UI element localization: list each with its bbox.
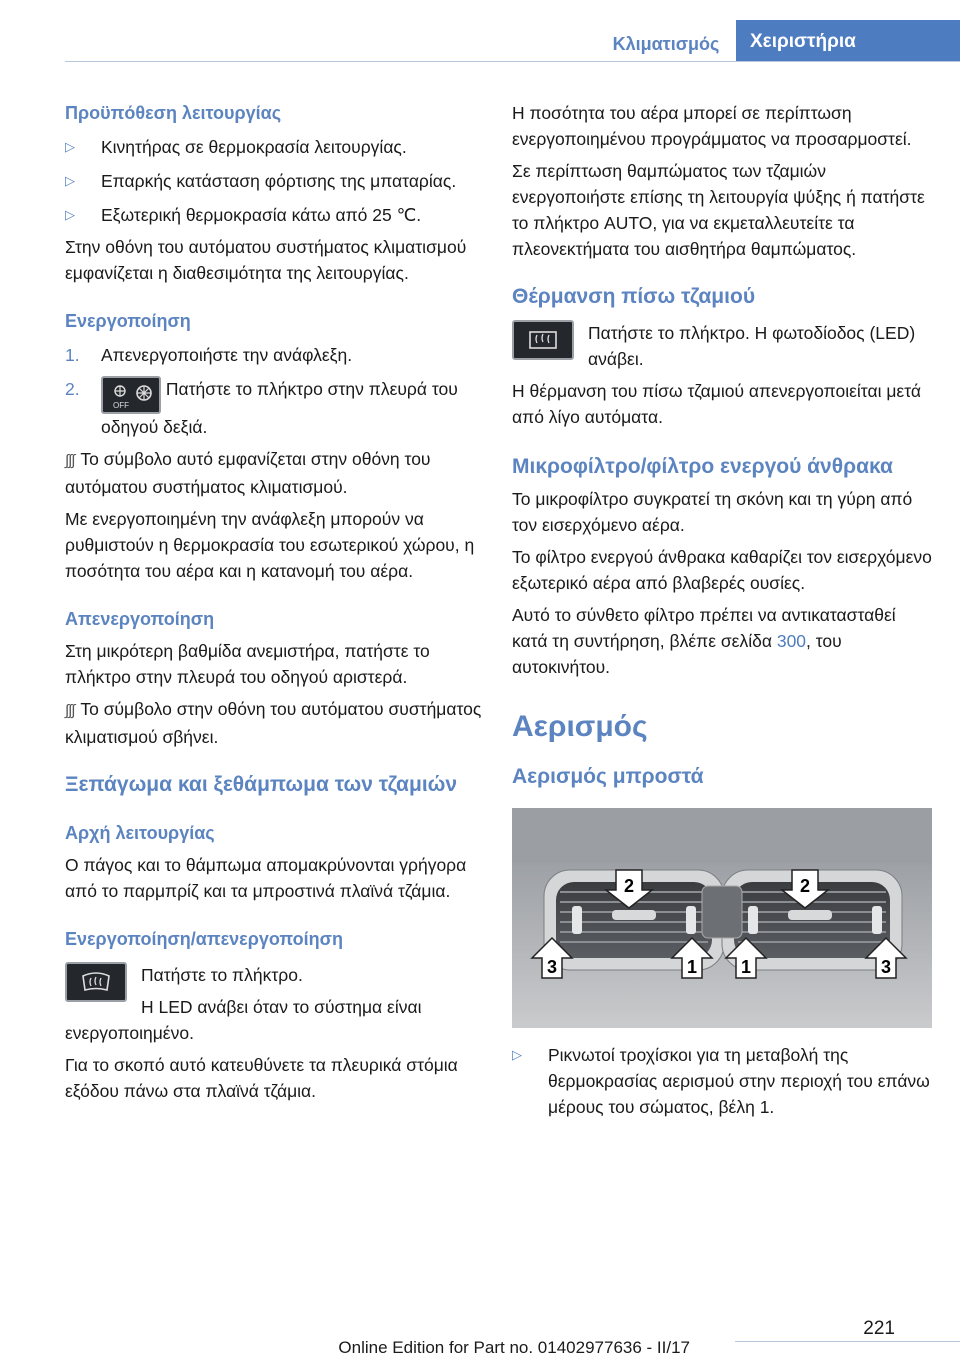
paragraph: Με ενεργοποιημένη την ανάφλεξη μπορούν να ρυθμιστούν η θερμοκρασία του εσωτερικού χώρου, η ποσότητα του αέρα και η κατανομή του αέρα. <box>65 509 475 581</box>
active-tab: Χειριστήρια <box>736 20 960 62</box>
bullet-triangle-icon: ▷ <box>65 173 75 188</box>
edition-note: Online Edition for Part no. 01402977636 - II/17 <box>338 1338 690 1357</box>
heading-ventilation: Αερισμός <box>512 710 648 743</box>
step-item: 1. Απενεργοποιήστε την ανάφλεξη. <box>65 345 353 365</box>
rear-defrost-button-image <box>512 320 574 360</box>
step-item: 2. OFF Πατήστε το πλήκτρο στην πλευρά του οδηγού δεξιά. <box>65 376 485 440</box>
page-number: 221 <box>863 1318 895 1339</box>
fan-icon <box>103 378 159 412</box>
vent-photo <box>512 808 932 1028</box>
svg-text:OFF: OFF <box>113 401 129 410</box>
callout-label: 3 <box>880 957 892 977</box>
header-rule <box>65 61 960 62</box>
paragraph: Σε περίπτωση θαμπώματος των τζαμιών ενεργοποιήστε επίσης τη λειτουργία ψύξης ή πατήστε το πλήκτρο AUTO, για να εκμεταλλευτείτε τα πλεονεκτήματα του αισθητήρα θαμπώματος. <box>512 161 925 259</box>
left-column <box>65 100 485 1104</box>
heat-symbol-icon: ∫∫∫ <box>65 702 75 719</box>
heat-symbol-icon: ∫∫∫ <box>65 452 75 469</box>
callout-label: 3 <box>546 957 558 977</box>
fan-off-button-image <box>101 376 161 414</box>
paragraph: ∫∫∫ Το σύμβολο στην οθόνη του αυτόματου συστήματος κλιματισμού σβήνει. <box>65 699 482 747</box>
list-item: ▷ Επαρκής κατάσταση φόρτισης της μπαταρίας. <box>65 168 485 194</box>
rear-heating-block: Πατήστε το πλήκτρο. Η φωτοδίοδος (LED) ανάβει. <box>512 320 932 372</box>
callout-label: 2 <box>799 876 811 896</box>
bullet-triangle-icon: ▷ <box>65 139 75 154</box>
rear-window-heating-icon <box>514 322 572 358</box>
heading-prerequisite: Προϋπόθεση λειτουργίας <box>65 103 282 123</box>
list-item: ▷ Ρικνωτοί τροχίσκοι για τη μεταβολή της θερμοκρασίας αερισμού στην περιοχή του επάνω μέρους του σώματος, βέλη 1. <box>512 1042 932 1120</box>
page-link[interactable]: 300 <box>776 631 807 651</box>
paragraph: Στη μικρότερη βαθμίδα ανεμιστήρα, πατήστε το πλήκτρο στην πλευρά του οδηγού αριστερά. <box>65 641 430 687</box>
bullet-triangle-icon: ▷ <box>65 207 75 222</box>
footer-rule <box>735 1341 960 1342</box>
callout-label: 2 <box>623 876 635 896</box>
paragraph: Στην οθόνη του αυτόματου συστήματος κλιματισμού εμφανίζεται η διαθεσιμότητα της λειτουργίας. <box>65 237 467 283</box>
right-column <box>512 100 932 1120</box>
paragraph: Το φίλτρο ενεργού άνθρακα καθαρίζει τον εισερχόμενο εξωτερικό αέρα από βλαβερές ουσίες. <box>512 547 932 593</box>
paragraph: ∫∫∫ Το σύμβολο αυτό εμφανίζεται στην οθόνη του αυτόματου συστήματος κλιματισμού. <box>65 449 431 497</box>
section-title: Κλιματισμός <box>612 34 720 54</box>
heading-rear-window-heating: Θέρμανση πίσω τζαμιού <box>512 285 756 308</box>
front-vents-illustration <box>512 808 932 1028</box>
heading-on-off: Ενεργοποίηση/απενεργοποίηση <box>65 929 343 949</box>
heading-activation: Ενεργοποίηση <box>65 311 191 331</box>
callout-label: 1 <box>686 957 698 977</box>
paragraph: Το μικροφίλτρο συγκρατεί τη σκόνη και τη γύρη από τον εισερχόμενο αέρα. <box>512 489 913 535</box>
paragraph: Για το σκοπό αυτό κατευθύνετε τα πλευρικά στόμια εξόδου πάνω στα πλαϊνά τζάμια. <box>65 1055 458 1101</box>
callout-label: 1 <box>740 957 752 977</box>
defrost-button-image <box>65 962 127 1002</box>
heading-microfilter: Μικροφίλτρο/φίλτρο ενεργού άνθρακα <box>512 455 893 478</box>
bullet-triangle-icon: ▷ <box>512 1047 522 1062</box>
heading-principle: Αρχή λειτουργίας <box>65 823 215 843</box>
list-item: ▷ Εξωτερική θερμοκρασία κάτω από 25 ℃. <box>65 202 485 228</box>
paragraph: Ο πάγος και το θάμπωμα απομακρύνονται γρήγορα από το παρμπρίζ και τα μπροστινά πλαϊνά τζάμια. <box>65 855 467 901</box>
paragraph: Η ποσότητα του αέρα μπορεί σε περίπτωση ενεργοποιημένου προγράμματος να προσαρμοστεί. <box>512 103 912 149</box>
paragraph: Αυτό το σύνθετο φίλτρο πρέπει να αντικατασταθεί κατά τη συντήρηση, βλέπε σελίδα 300, του αυτοκινήτου. <box>512 605 896 677</box>
defrost-block: Πατήστε το πλήκτρο. Η LED ανάβει όταν το σύστημα είναι ενεργοποιημένο. <box>65 962 485 1046</box>
heading-defrost: Ξεπάγωμα και ξεθάμπωμα των τζαμιών <box>65 773 458 796</box>
windshield-defrost-icon <box>67 964 125 1000</box>
paragraph: Η θέρμανση του πίσω τζαμιού απενεργοποιείται μετά από λίγο αυτόματα. <box>512 381 921 427</box>
heading-front-ventilation: Αερισμός μπροστά <box>512 765 704 788</box>
list-item: ▷ Κινητήρας σε θερμοκρασία λειτουργίας. <box>65 134 485 160</box>
page-header <box>0 20 960 62</box>
heading-deactivation: Απενεργοποίηση <box>65 609 215 629</box>
